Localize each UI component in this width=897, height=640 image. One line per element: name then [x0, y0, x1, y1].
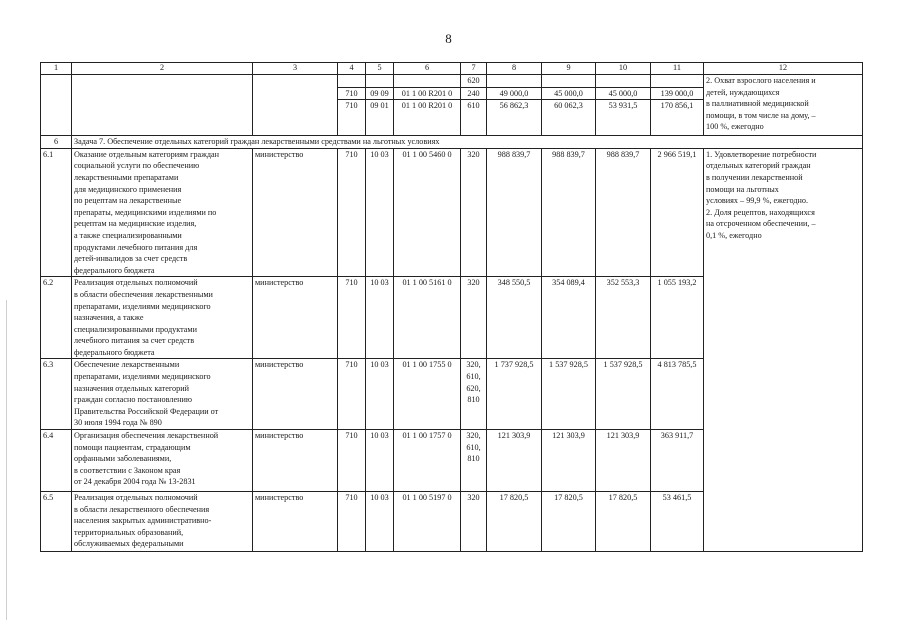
indicator-line: 2. Охват взрослого населения и — [706, 76, 816, 85]
table-row — [41, 75, 863, 88]
activity-line: федерального бюджета — [74, 265, 155, 275]
admin-code-cell: 710 — [338, 100, 366, 136]
section-code-cell: 09 01 — [366, 100, 394, 136]
activity-line: назначения, а также — [74, 313, 144, 323]
column-number: 8 — [487, 63, 542, 75]
column-number: 4 — [338, 63, 366, 75]
section-code-cell: 10 03 — [366, 359, 394, 430]
expense-type-line: 320 — [467, 278, 480, 288]
expense-type-line: 810 — [467, 395, 480, 405]
activity-line: в области лекарственного обеспечения — [74, 504, 210, 514]
section-code-cell: 10 03 — [366, 492, 394, 552]
activity-line: препаратами, изделиями медицинского — [74, 372, 211, 382]
activity-line: социальной услуги по обеспечению — [74, 161, 200, 171]
row-number-cell — [41, 75, 72, 136]
expense-type-line: 620, — [466, 383, 481, 393]
activity-line: для медицинского применения — [74, 184, 182, 194]
activity-line: по рецептам на лекарственные — [74, 196, 182, 206]
expense-type-line: 810 — [467, 454, 480, 464]
expense-type-cell: 240 — [461, 87, 487, 100]
activity-line: лечебного питания за счет средств — [74, 336, 195, 346]
indicator-line: детей, нуждающихся — [706, 87, 780, 97]
target-article-cell: 01 1 00 5197 0 — [394, 492, 461, 552]
amount-total-cell: 53 461,5 — [651, 492, 704, 552]
expense-type-cell — [461, 359, 487, 430]
executor-cell: министерство — [253, 492, 338, 552]
activity-line: препараты, медицинскими изделиями по — [74, 207, 217, 217]
amount-year2-cell: 1 537 928,5 — [542, 359, 596, 430]
column-number: 7 — [461, 63, 487, 75]
expense-type-cell: 620 — [461, 75, 487, 88]
amount-year3-cell: 45 000,0 — [596, 87, 651, 100]
amount-total-cell: 170 856,1 — [651, 100, 704, 136]
indicator-line: 100 %, ежегодно — [706, 122, 764, 132]
amount-year3-cell: 988 839,7 — [596, 148, 651, 277]
amount-year1-cell: 348 550,5 — [487, 277, 542, 359]
expense-type-line: 610, — [466, 442, 481, 452]
activity-line: препаратами, изделиями медицинского — [74, 301, 211, 311]
activity-line: в области обеспечения лекарственными — [74, 289, 213, 299]
target-article-cell: 01 1 00 5161 0 — [394, 277, 461, 359]
page-number: 8 — [445, 31, 452, 46]
indicator-line: 2. Доля рецептов, находящихся — [706, 207, 815, 217]
amount-year2-cell: 988 839,7 — [542, 148, 596, 277]
amount-total-cell: 2 966 519,1 — [651, 148, 704, 277]
expense-type-line: 320 — [467, 493, 480, 503]
activity-line: 30 июля 1994 года № 890 — [74, 418, 162, 428]
indicator-cell — [704, 75, 863, 136]
indicator-cell — [704, 148, 863, 551]
row-number-cell: 6.5 — [41, 492, 72, 552]
amount-year1-cell: 988 839,7 — [487, 148, 542, 277]
amount-year3-cell: 352 553,3 — [596, 277, 651, 359]
column-number: 12 — [704, 63, 863, 75]
activity-line: федерального бюджета — [74, 347, 155, 357]
admin-code-cell: 710 — [338, 430, 366, 492]
cell — [366, 75, 394, 88]
column-number: 5 — [366, 63, 394, 75]
scan-edge-mark — [6, 300, 7, 620]
expense-type-line: 610, — [466, 372, 481, 382]
amount-year2-cell: 60 062,3 — [542, 100, 596, 136]
target-article-cell: 01 1 00 5460 0 — [394, 148, 461, 277]
task-number-cell: 6 — [41, 136, 72, 149]
amount-year1-cell: 49 000,0 — [487, 87, 542, 100]
amount-year2-cell: 17 820,5 — [542, 492, 596, 552]
activity-line: рецептам на медицинские изделия, — [74, 219, 197, 229]
cell — [394, 75, 461, 88]
activity-line: орфанными заболеваниями, — [74, 454, 172, 464]
activity-line: Реализация отдельных полномочий — [74, 493, 198, 503]
amount-year3-cell: 17 820,5 — [596, 492, 651, 552]
cell — [651, 75, 704, 88]
activity-cell — [72, 148, 253, 277]
executor-cell: министерство — [253, 277, 338, 359]
activity-line: в соответствии с Законом края — [74, 465, 181, 475]
task-title-cell: Задача 7. Обеспечение отдельных категорий граждан лекарственными средствами на льготных условиях — [72, 136, 863, 149]
expense-type-line: 320 — [467, 149, 480, 159]
section-code-cell: 10 03 — [366, 148, 394, 277]
task-heading-row — [41, 136, 863, 149]
amount-year2-cell: 45 000,0 — [542, 87, 596, 100]
activity-line: Правительства Российской Федерации от — [74, 406, 219, 416]
activity-cell — [72, 430, 253, 492]
activity-line: населения закрытых административно- — [74, 516, 212, 526]
program-table — [40, 62, 863, 552]
row-number-cell: 6.3 — [41, 359, 72, 430]
executor-cell: министерство — [253, 430, 338, 492]
indicator-line: отдельных категорий граждан — [706, 161, 811, 171]
cell — [542, 75, 596, 88]
expense-type-line: 320, — [466, 431, 481, 441]
activity-cell — [72, 359, 253, 430]
activity-line: граждан согласно постановлению — [74, 395, 192, 405]
expense-type-cell — [461, 277, 487, 359]
amount-total-cell: 139 000,0 — [651, 87, 704, 100]
activity-line: Организация обеспечения лекарственной — [74, 431, 219, 441]
expense-type-cell — [461, 148, 487, 277]
expense-type-line: 320, — [466, 360, 481, 370]
activity-line: обслуживаемых федеральными — [74, 539, 184, 549]
executor-cell: министерство — [253, 359, 338, 430]
amount-year2-cell: 121 303,9 — [542, 430, 596, 492]
indicator-line: в паллиативной медицинской — [706, 99, 809, 109]
target-article-cell: 01 1 00 R201 0 — [394, 87, 461, 100]
section-code-cell: 09 09 — [366, 87, 394, 100]
amount-total-cell: 1 055 193,2 — [651, 277, 704, 359]
cell — [338, 75, 366, 88]
column-number: 2 — [72, 63, 253, 75]
target-article-cell: 01 1 00 1757 0 — [394, 430, 461, 492]
target-article-cell: 01 1 00 1755 0 — [394, 359, 461, 430]
activity-cell — [72, 492, 253, 552]
activity-line: помощи пациентам, страдающим — [74, 442, 191, 452]
amount-year1-cell: 1 737 928,5 — [487, 359, 542, 430]
section-code-cell: 10 03 — [366, 430, 394, 492]
table-row — [41, 148, 863, 277]
indicator-line: 0,1 %, ежегодно — [706, 230, 762, 240]
activity-line: назначения отдельных категорий — [74, 383, 189, 393]
executor-cell: министерство — [253, 148, 338, 277]
indicator-line: в получении лекарственной — [706, 172, 803, 182]
indicator-line: условиях – 99,9 %, ежегодно. — [706, 196, 809, 206]
column-number: 1 — [41, 63, 72, 75]
row-number-cell: 6.4 — [41, 430, 72, 492]
executor-cell — [253, 75, 338, 136]
amount-year3-cell: 121 303,9 — [596, 430, 651, 492]
target-article-cell: 01 1 00 R201 0 — [394, 100, 461, 136]
section-code-cell: 10 03 — [366, 277, 394, 359]
amount-year3-cell: 53 931,5 — [596, 100, 651, 136]
activity-line: Обеспечение лекарственными — [74, 360, 180, 370]
activity-line: территориальных образований, — [74, 527, 184, 537]
amount-year1-cell: 121 303,9 — [487, 430, 542, 492]
column-number-row — [41, 63, 863, 75]
admin-code-cell: 710 — [338, 87, 366, 100]
indicator-line: 1. Удовлетворение потребности — [706, 149, 817, 159]
column-number: 10 — [596, 63, 651, 75]
admin-code-cell: 710 — [338, 359, 366, 430]
amount-year1-cell: 56 862,3 — [487, 100, 542, 136]
activity-cell — [72, 75, 253, 136]
indicator-line: помощи на льготных — [706, 184, 779, 194]
expense-type-cell — [461, 492, 487, 552]
activity-cell — [72, 277, 253, 359]
activity-line: а также специализированными — [74, 230, 182, 240]
indicator-line: на отсроченном обеспечении, – — [706, 219, 816, 229]
activity-line: лекарственными препаратами — [74, 172, 179, 182]
row-number-cell: 6.1 — [41, 148, 72, 277]
amount-year1-cell: 17 820,5 — [487, 492, 542, 552]
activity-line: специализированными продуктами — [74, 324, 197, 334]
activity-line: Реализация отдельных полномочий — [74, 278, 198, 288]
expense-type-cell: 610 — [461, 100, 487, 136]
cell — [596, 75, 651, 88]
admin-code-cell: 710 — [338, 492, 366, 552]
amount-year2-cell: 354 089,4 — [542, 277, 596, 359]
expense-type-cell — [461, 430, 487, 492]
amount-year3-cell: 1 537 928,5 — [596, 359, 651, 430]
activity-line: от 24 декабря 2004 года № 13-2831 — [74, 477, 196, 487]
admin-code-cell: 710 — [338, 148, 366, 277]
column-number: 9 — [542, 63, 596, 75]
indicator-line: помощи, в том числе на дому, – — [706, 110, 816, 120]
amount-total-cell: 363 911,7 — [651, 430, 704, 492]
amount-total-cell: 4 813 785,5 — [651, 359, 704, 430]
table-body — [41, 63, 863, 552]
cell — [487, 75, 542, 88]
row-number-cell: 6.2 — [41, 277, 72, 359]
column-number: 11 — [651, 63, 704, 75]
column-number: 6 — [394, 63, 461, 75]
activity-line: продуктами лечебного питания для — [74, 242, 198, 252]
admin-code-cell: 710 — [338, 277, 366, 359]
column-number: 3 — [253, 63, 338, 75]
activity-line: детей-инвалидов за счет средств — [74, 254, 188, 264]
activity-line: Оказание отдельным категориям граждан — [74, 149, 220, 159]
